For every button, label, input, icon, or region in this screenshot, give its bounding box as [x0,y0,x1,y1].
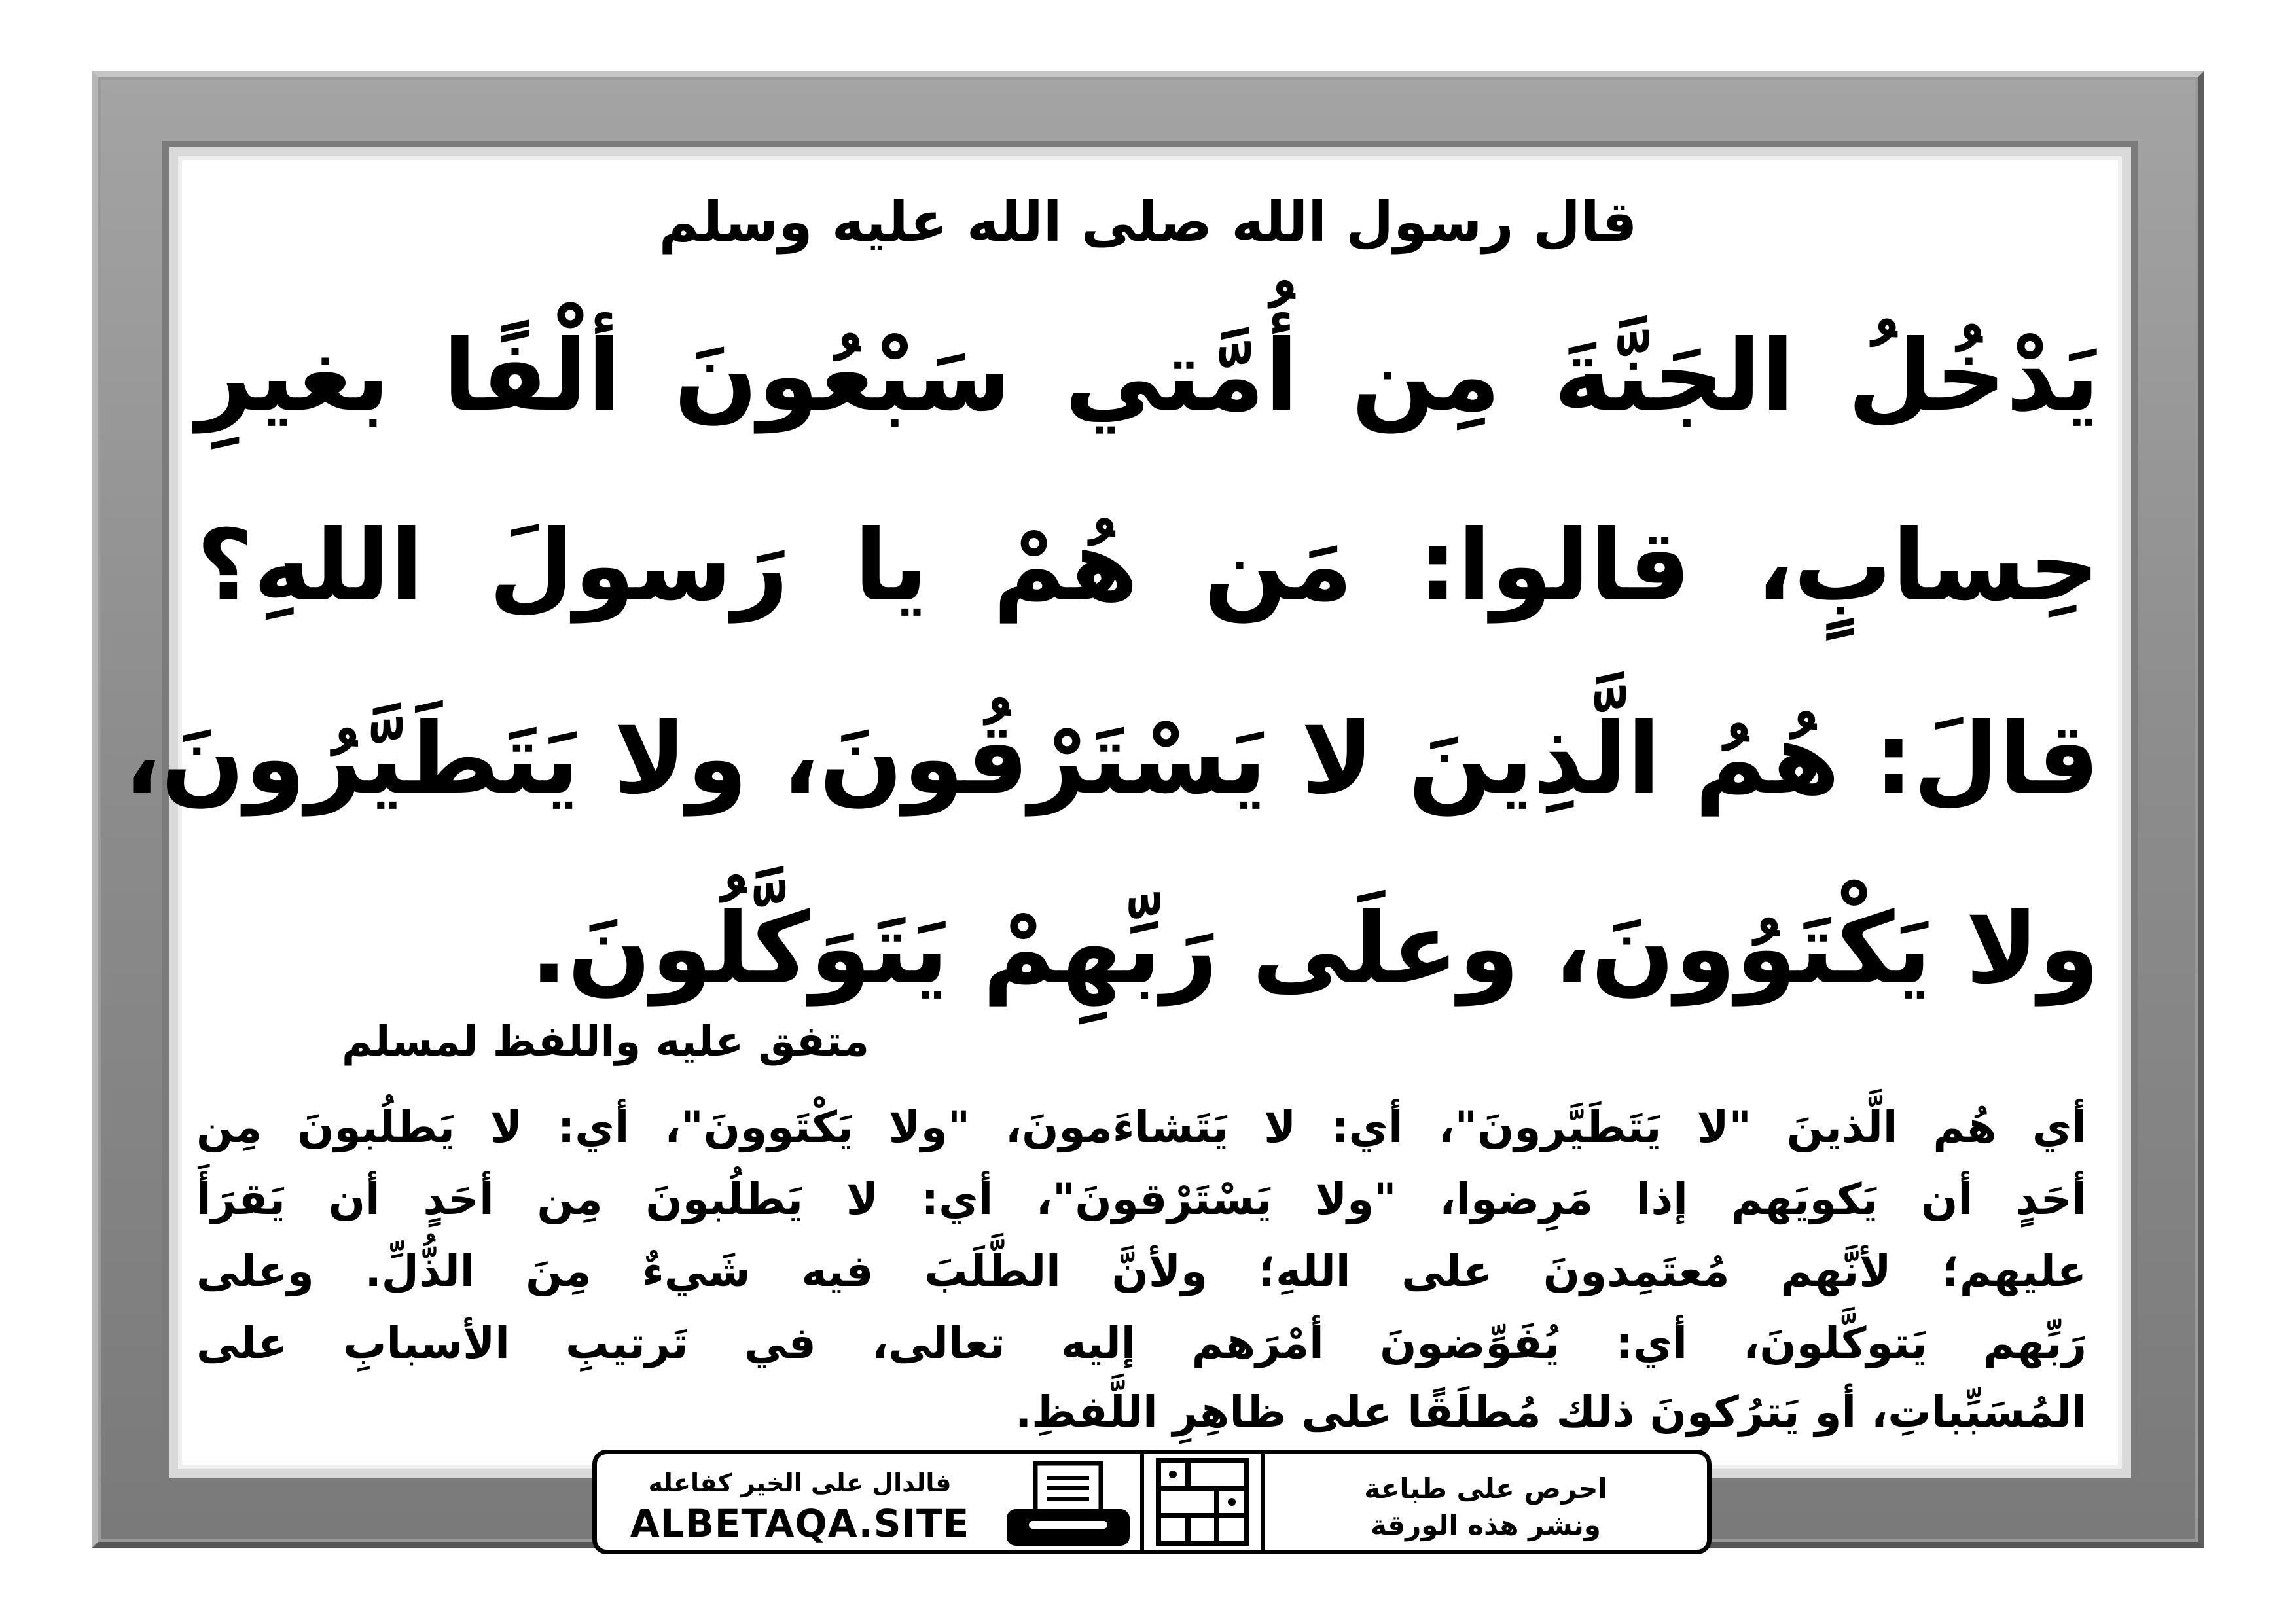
explanation-line: عليهم؛ لأنَّهم مُعتَمِدونَ على اللهِ؛ ولأنَّ الطَّلَبَ فيه شَيءٌ مِنَ الذُّلِّ. وعلى [196,1246,2087,1296]
attribution-heading: قال رسول الله صلى الله عليه وسلم [658,190,1638,254]
printer-block [996,1454,1140,1550]
explanation-line: المُسَبِّباتِ، أو يَترُكونَ ذلك مُطلَقًا على ظاهِرِ اللَّفظِ. [1015,1387,2087,1437]
hadith-line: حِسابٍ، قالوا: مَن هُمْ يا رَسولَ اللهِ؟ [196,509,2100,623]
printer-icon [996,1454,1140,1550]
hadith-line: يَدْخُلُ الجَنَّةَ مِن أُمَّتي سَبْعُونَ ألْفًا بغيرِ [196,319,2100,433]
explanation-line: رَبِّهم يَتوكَّلونَ، أي: يُفَوِّضونَ أمْرَهم إليه تعالى، في تَرتيبِ الأسبابِ على [196,1318,2087,1368]
cta-line: ونشر هذه الورقة [1371,1509,1601,1541]
site-url-link[interactable]: ALBETAQA.SITE [630,1501,970,1546]
footer-bar [592,1450,1712,1554]
explanation-line: أحَدٍ أن يَكويَهم إذا مَرِضوا، "ولا يَسْتَرْقونَ"، أي: لا يَطلُبونَ مِن أحَدٍ أن يَقرَأَ [196,1174,2087,1224]
logo-block [1140,1454,1265,1550]
hadith-line: قالَ: هُمُ الَّذِينَ لا يَسْتَرْقُونَ، ولا يَتَطَيَّرُونَ، [123,702,2100,816]
cta-block [1265,1454,1707,1550]
hadith-source: متفق عليه واللفظ لمسلم [342,1018,869,1066]
site-tagline: فالدال على الخير كفاعله [648,1469,952,1497]
cta-line: احرص على طباعة [1364,1472,1607,1505]
explanation-line: أي هُم الَّذينَ "لا يَتَطَيَّرونَ"، أي: لا يَتَشاءَمونَ، "ولا يَكْتَوونَ"، أي: لا يَطلُبونَ مِن [196,1102,2087,1152]
hadith-line: ولا يَكْتَوُونَ، وعلَى رَبِّهِمْ يَتَوَكَّلُونَ. [529,892,2100,1006]
logo-mark [1144,1454,1261,1550]
site-block [597,1454,996,1550]
